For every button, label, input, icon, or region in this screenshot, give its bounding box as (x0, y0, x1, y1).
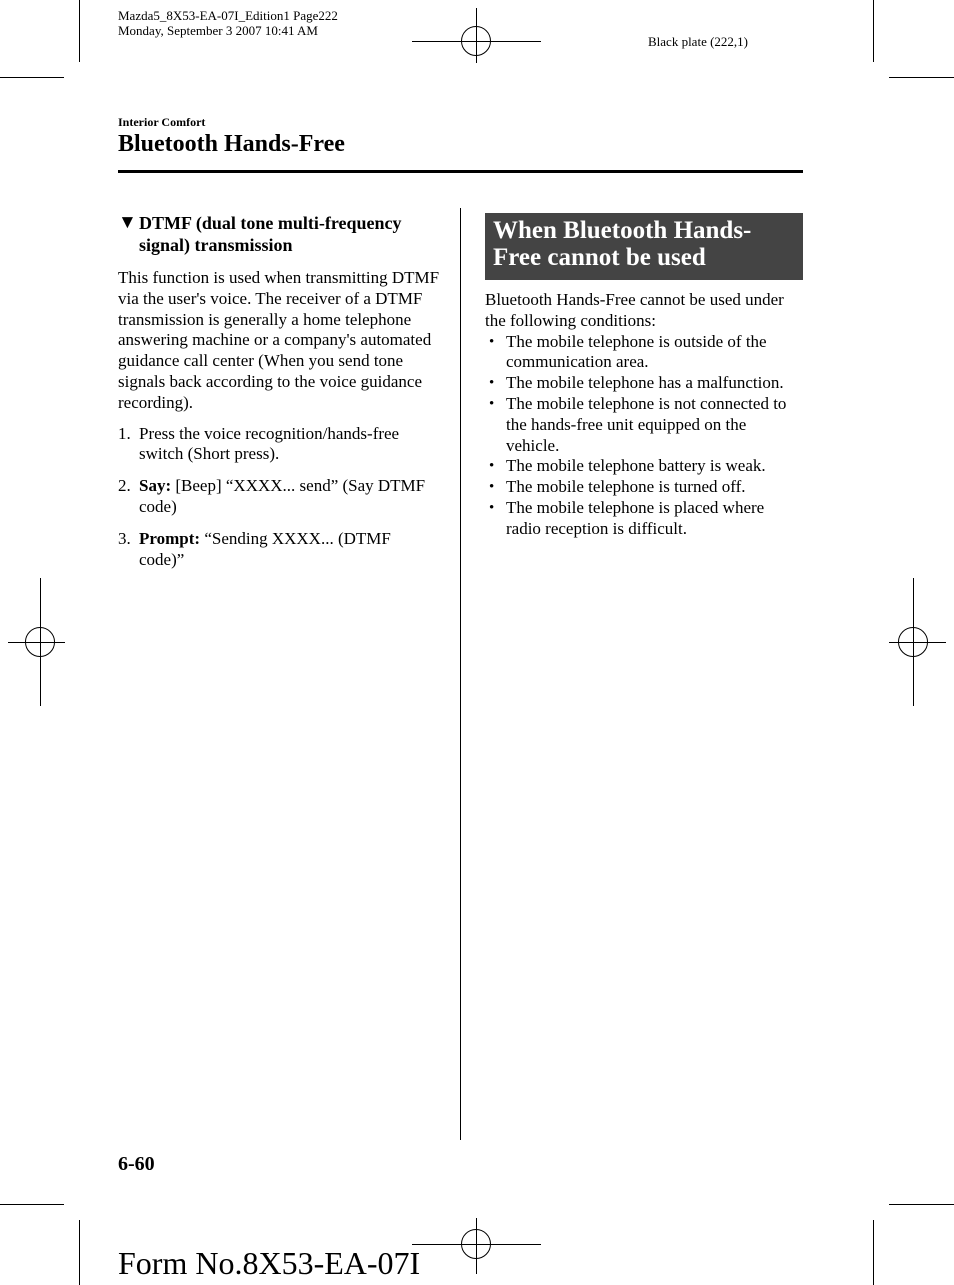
slug-line-1: Mazda5_8X53-EA-07I_Edition1 Page222 (118, 8, 338, 23)
list-item-text: The mobile telephone is outside of the communication area. (506, 331, 767, 372)
list-item (485, 373, 803, 394)
right-column (485, 290, 803, 540)
bullet-icon: • (489, 395, 495, 412)
list-item-text: The mobile telephone has a malfunction. (506, 373, 784, 393)
step-item (118, 424, 440, 466)
section-label: Interior Comfort (118, 115, 206, 129)
list-item (485, 477, 803, 498)
step-number: 3. (118, 528, 131, 548)
bullet-icon: • (489, 375, 495, 392)
step-item (118, 529, 440, 571)
bullet-icon: • (489, 499, 495, 516)
column-divider (460, 208, 461, 1140)
step-item (118, 476, 440, 518)
slug-line-2: Monday, September 3 2007 10:41 AM (118, 23, 318, 38)
step-number: 2. (118, 476, 131, 496)
conditions-list (485, 332, 803, 540)
plate-label: Black plate (222,1) (648, 34, 748, 49)
title-rule (118, 170, 803, 173)
page-number: 6-60 (118, 1153, 155, 1175)
list-item (485, 394, 803, 456)
form-number: Form No.8X53-EA-07I (118, 1245, 421, 1281)
dtmf-heading (118, 212, 440, 256)
step-text: Press the voice recognition/hands-free switch (Short press). (139, 423, 400, 464)
page-title: Bluetooth Hands-Free (118, 131, 345, 157)
list-item-text: The mobile telephone battery is weak. (506, 456, 766, 476)
list-item (485, 332, 803, 374)
list-item-text: The mobile telephone is not connected to the hands-free unit equipped on the vehicle. (506, 393, 787, 455)
step-number: 1. (118, 423, 131, 443)
conditions-intro: Bluetooth Hands-Free cannot be used under the following conditions: (485, 290, 784, 330)
section-banner: When Bluetooth Hands-Free cannot be used (485, 213, 803, 280)
step-bold-label: Say: (139, 476, 172, 496)
list-item (485, 456, 803, 477)
left-column (118, 212, 440, 581)
step-text: [Beep] “XXXX... send” (Say DTMF code) (139, 476, 426, 516)
list-item-text: The mobile telephone is turned off. (506, 477, 746, 497)
step-text: “Sending XXXX... (DTMF code)” (139, 528, 391, 569)
print-slug (118, 8, 338, 38)
step-bold-label: Prompt: (139, 528, 201, 548)
dtmf-heading-text: DTMF (dual tone multi-frequency signal) transmission (139, 213, 402, 255)
dtmf-steps (118, 424, 440, 571)
triangle-marker-icon: ▼ (118, 212, 137, 233)
list-item-text: The mobile telephone is placed where radio reception is difficult. (506, 497, 765, 538)
bullet-icon: • (489, 479, 495, 496)
list-item (485, 498, 803, 540)
dtmf-paragraph: This function is used when transmitting DTMF via the user's voice. The receiver of a DTMF transmission is generally a home telephone answering machine or a company's automated guidance call center (When you send tone signals back according to the voice guidance recording). (118, 268, 440, 412)
bullet-icon: • (489, 458, 495, 475)
bullet-icon: • (489, 333, 495, 350)
